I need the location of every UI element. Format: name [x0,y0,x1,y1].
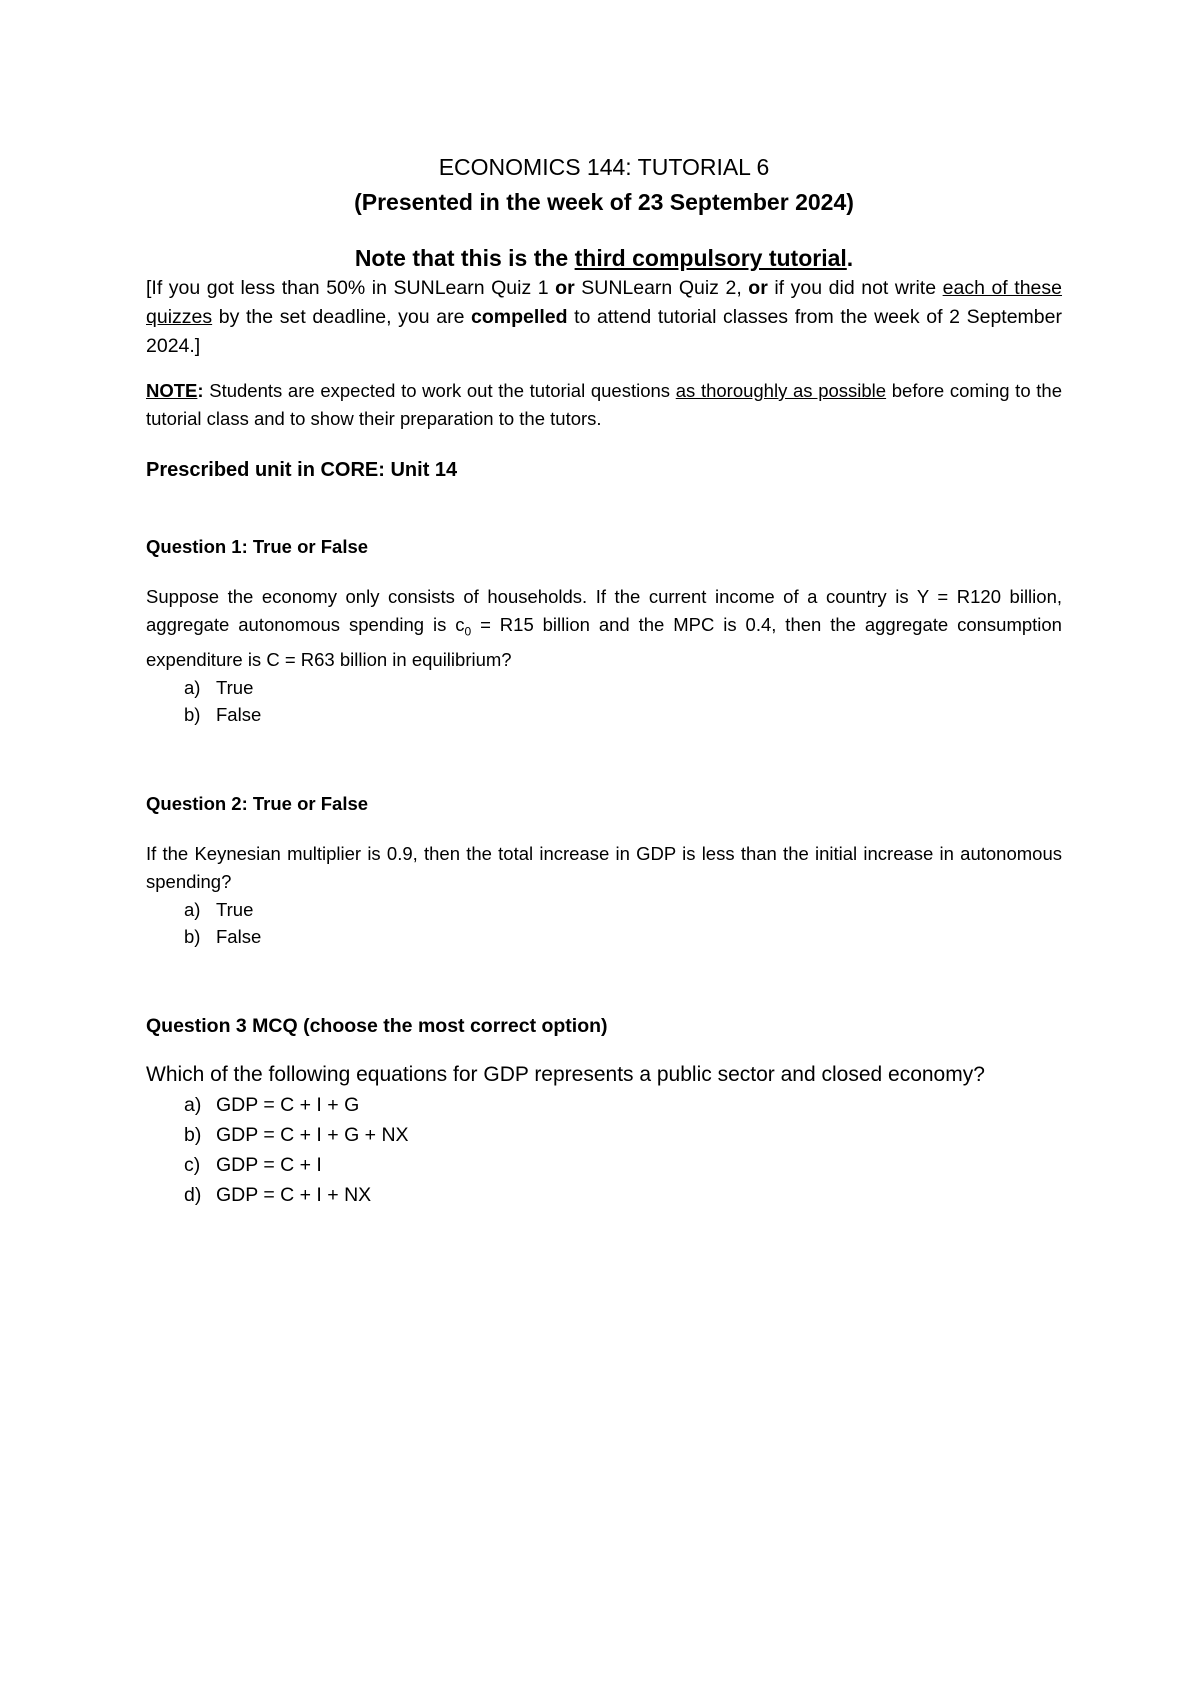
option-text: GDP = C + I [216,1153,322,1176]
option-item [184,701,1062,728]
notice-or-2: or [748,277,768,299]
question-1-text-part-2: = R15 billion and the MPC is 0.4, then the aggregate consumption expenditure is C = R63 billion in equilibrium? [146,614,1062,670]
question-3-text: Which of the following equations for GDP represents a public sector and closed economy? [146,1062,985,1086]
prescribed-unit: Prescribed unit in CORE: Unit 14 [146,459,458,481]
question-2-heading: Question 2: True or False [146,792,369,814]
question-1-options [146,674,1062,728]
option-letter: a) [184,676,201,698]
note-text-1: Students are expected to work out the tutorial questions [203,380,676,401]
note-label: NOTE [146,380,198,401]
option-item [184,923,1062,950]
option-item [184,1180,1062,1210]
note-text-2: before coming to the tutorial class and to show their preparation to the tutors. [146,380,1062,429]
note-underlined: as thoroughly as possible [675,380,887,401]
question-1-text [146,583,1062,674]
option-letter: c) [184,1153,201,1176]
question-2-text: If the Keynesian multiplier is 0.9, then the total increase in GDP is less than the initial increase in autonomous spending? [146,842,1062,892]
question-1-subscript: 0 [464,624,472,639]
option-letter: d) [184,1183,202,1206]
option-item [184,674,1062,701]
question-3-options [146,1090,1062,1210]
notice-suffix: . [846,245,854,271]
notice-text-1: [If you got less than 50% in SUNLearn Quiz 1 [146,277,556,299]
document-subtitle: (Presented in the week of 23 September 2024) [354,189,854,215]
option-letter: b) [184,1123,202,1146]
notice-compelled: compelled [471,306,568,328]
notice-text-5: to attend tutorial classes from the week of 2 September 2024.] [146,306,1062,357]
option-letter: a) [184,898,201,920]
notice-text-3: if you did not write [767,277,943,299]
compulsory-notice-heading [146,242,1062,274]
question-1-text-part-1: Suppose the economy only consists of households. If the current income of a country is Y = R120 billion, aggregate autonomous spending is c [146,586,1062,635]
option-text: GDP = C + I + G [216,1093,360,1116]
document-title: ECONOMICS 144: TUTORIAL 6 [438,154,770,180]
notice-underlined: third compulsory tutorial [574,245,847,271]
option-item [184,896,1062,923]
notice-text-2: SUNLearn Quiz 2, [574,277,749,299]
notice-prefix: Note that this is the [354,245,575,271]
notice-underlined-quizzes: each of these quizzes [146,277,1062,328]
option-letter: b) [184,925,201,947]
option-text: False [216,703,262,725]
notice-or-1: or [555,277,575,299]
option-item [184,1150,1062,1180]
option-text: True [216,898,254,920]
option-text: False [216,925,262,947]
question-1-heading: Question 1: True or False [146,536,369,557]
option-letter: a) [184,1093,202,1116]
question-3-heading: Question 3 MCQ (choose the most correct option) [146,1014,608,1037]
compulsory-notice-paragraph [146,274,1062,361]
question-2-options [146,896,1062,950]
option-letter: b) [184,703,201,725]
option-text: GDP = C + I + G + NX [216,1123,409,1146]
note-colon: : [197,380,204,401]
option-item [184,1120,1062,1150]
document-content [146,150,1062,1210]
notice-text-4: by the set deadline, you are [212,306,472,328]
option-text: True [216,676,254,698]
preparation-note [146,377,1062,433]
option-item [184,1090,1062,1120]
option-text: GDP = C + I + NX [216,1183,372,1206]
